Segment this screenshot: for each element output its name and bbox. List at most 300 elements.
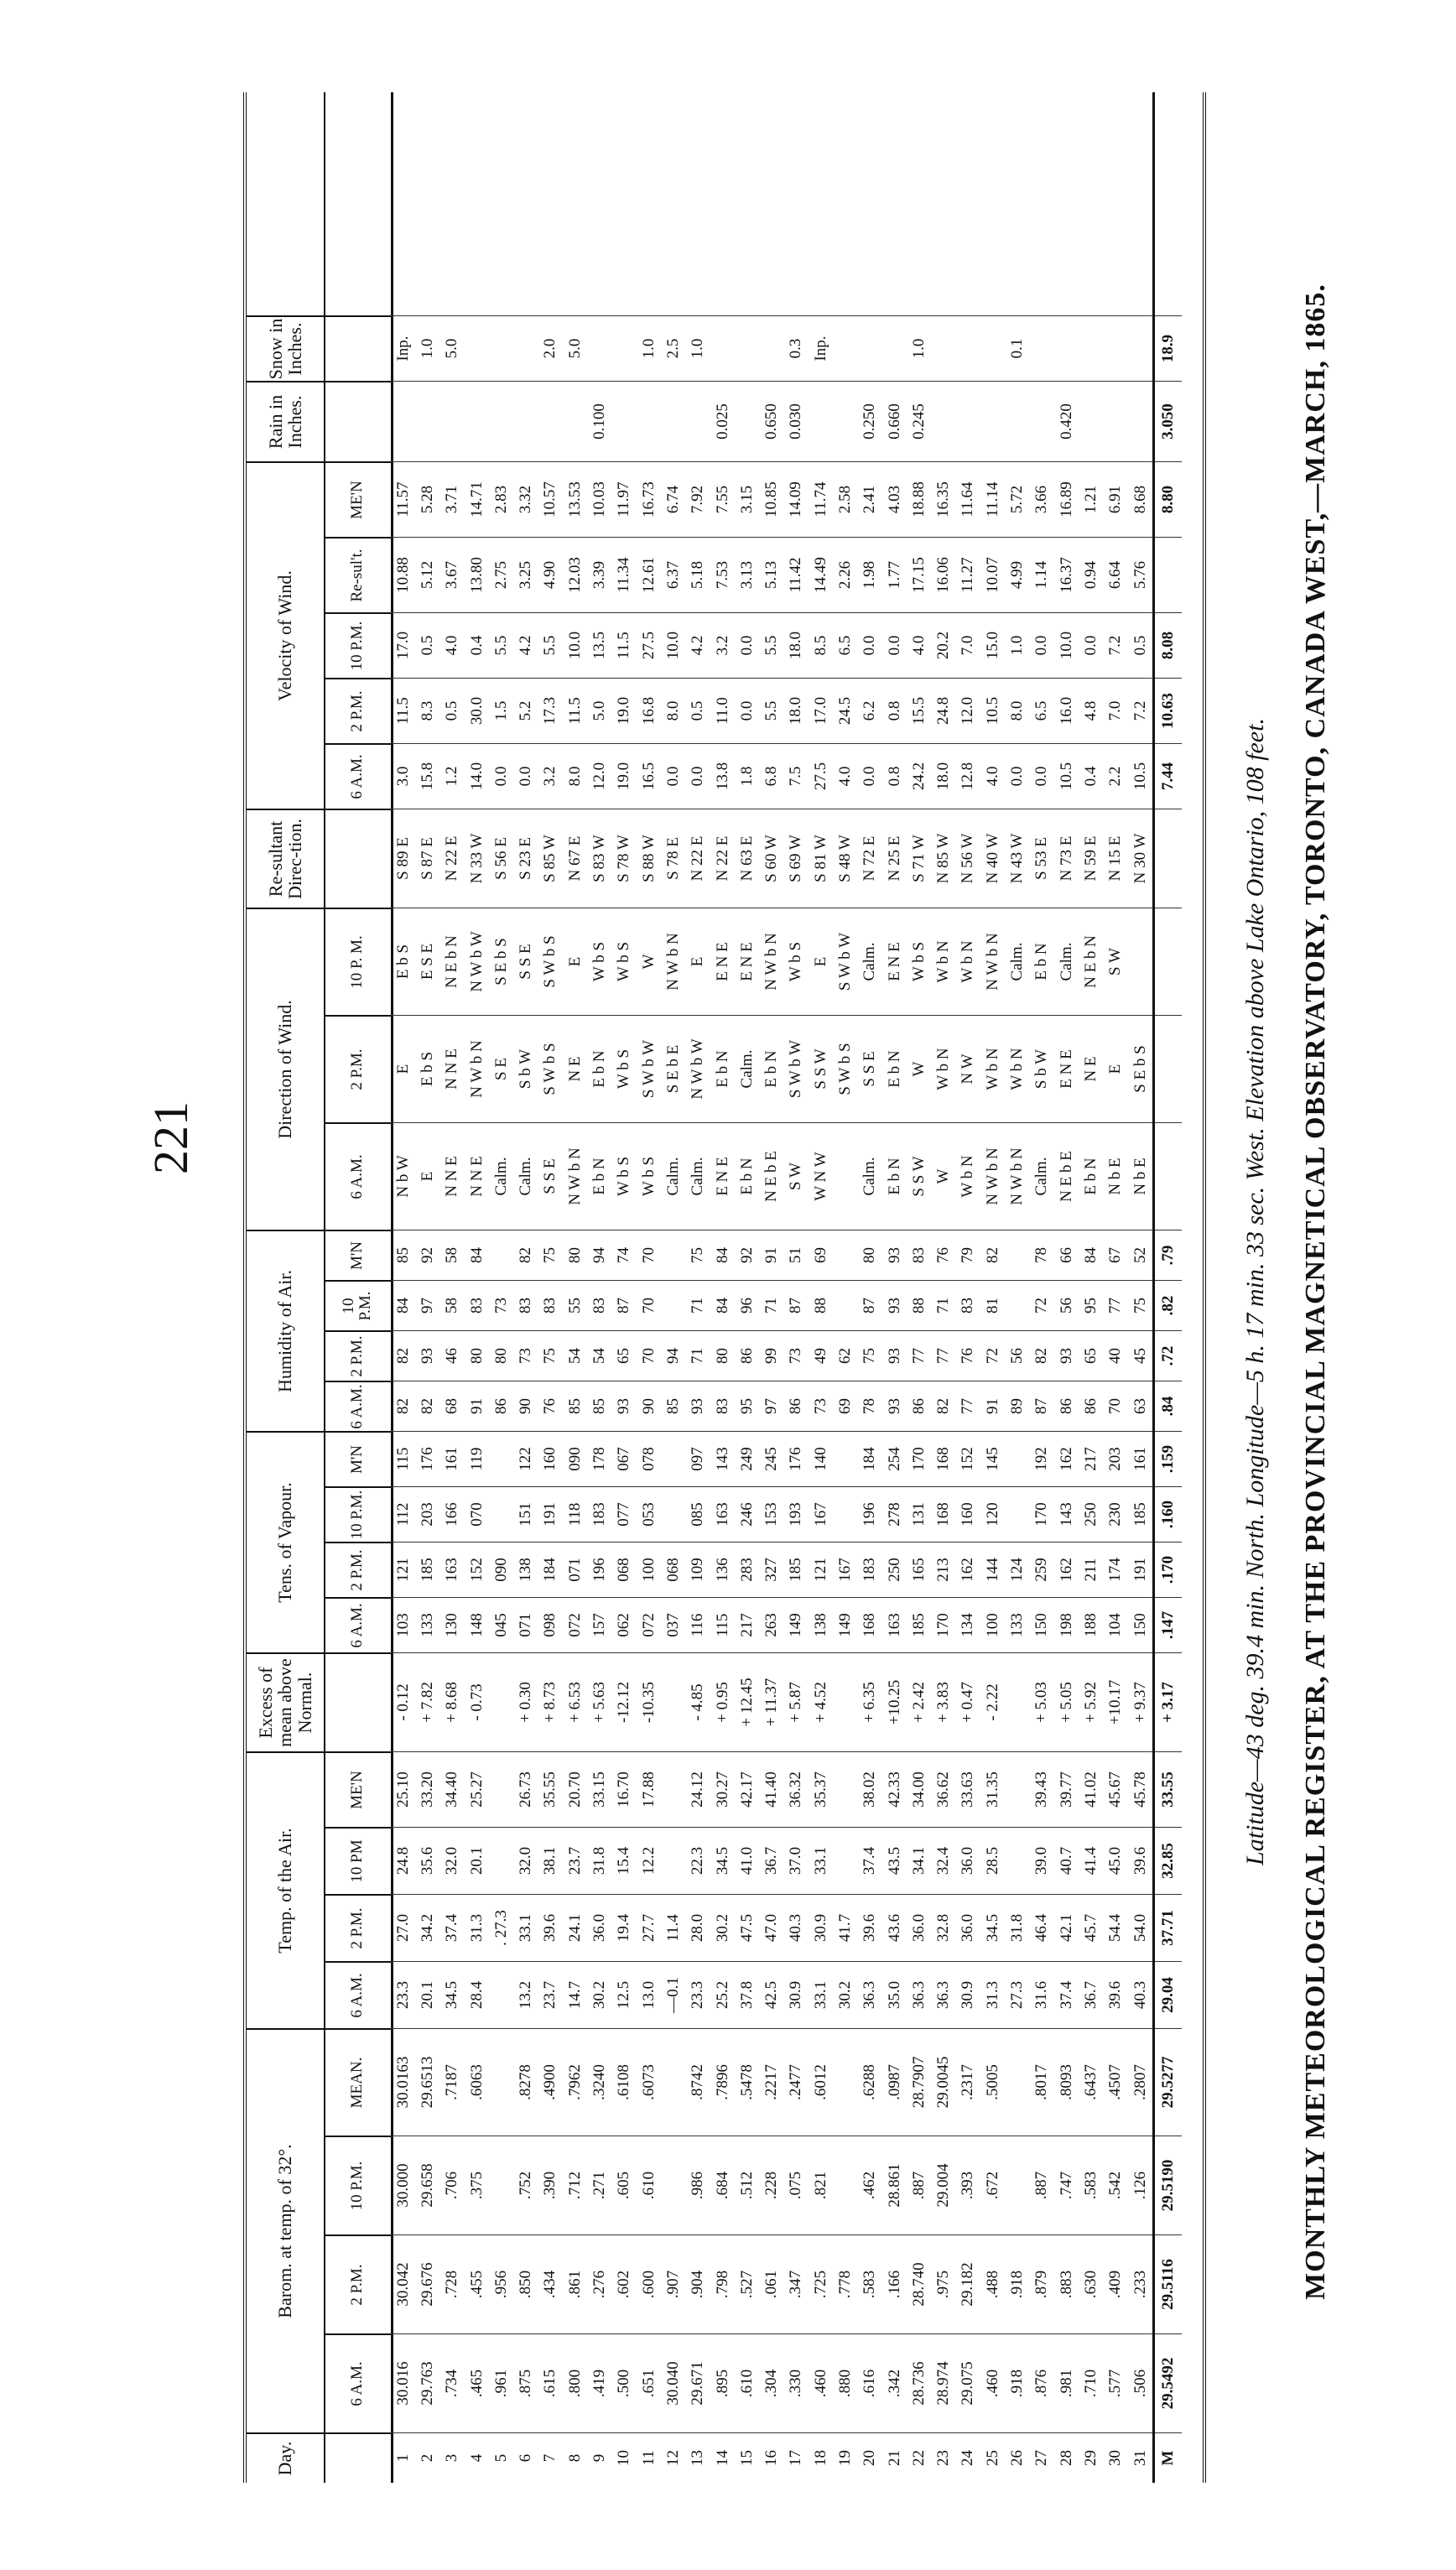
table-cell: 76 (956, 1330, 980, 1381)
table-cell: 0.0 (858, 743, 882, 809)
table-cell: E N E (710, 1122, 735, 1230)
table-cell: 86 (489, 1381, 513, 1431)
table-cell: 4.0 (907, 612, 931, 678)
table-cell: 16.89 (1054, 461, 1079, 537)
table-cell: 30.9 (784, 1961, 809, 2028)
table-cell: 13.0 (637, 1961, 661, 2028)
table-cell: 100 (980, 1597, 1005, 1652)
table-cell: 5.5 (538, 612, 563, 678)
table-cell: 11.74 (809, 461, 833, 537)
table-cell: W b N (980, 1015, 1005, 1122)
table-cell: 124 (1005, 1542, 1029, 1597)
table-cell: 41.4 (1079, 1827, 1103, 1894)
table-cell: S 78 W (612, 809, 637, 908)
table-cell: 78 (858, 1381, 882, 1431)
column-subheader-11: 2 P.M. (324, 1542, 391, 1597)
table-cell: .409 (1104, 2234, 1128, 2333)
table-cell: .918 (1005, 2333, 1029, 2432)
column-subheader-7: 10 PM (324, 1827, 391, 1894)
table-cell: 87 (1030, 1381, 1054, 1431)
table-cell: .2477 (784, 2028, 809, 2136)
table-row (1005, 92, 1029, 2483)
table-cell: 11.97 (612, 461, 637, 537)
table-cell: + 5.87 (784, 1652, 809, 1751)
table-cell: 188 (1079, 1597, 1103, 1652)
table-cell: 3 (440, 2432, 465, 2483)
table-cell: 81 (980, 1280, 1005, 1330)
table-cell: 0.0 (882, 612, 907, 678)
table-cell: S S E (513, 908, 538, 1015)
table-cell: + 4.52 (809, 1652, 833, 1751)
table-cell: .956 (489, 2234, 513, 2333)
table-row (440, 92, 465, 2483)
table-cell: .610 (735, 2333, 759, 2432)
table-cell: 144 (980, 1542, 1005, 1597)
table-cell (833, 1230, 857, 1280)
table-cell: .460 (980, 2333, 1005, 2432)
table-row (1128, 92, 1152, 2483)
table-cell: 162 (956, 1542, 980, 1597)
table-cell: .0987 (882, 2028, 907, 2136)
table-cell: 0.100 (587, 381, 611, 461)
table-cell (489, 315, 513, 381)
table-cell: 24.8 (932, 678, 956, 743)
table-cell: 85 (661, 1381, 685, 1431)
table-cell (612, 381, 637, 461)
table-cell: 19.0 (612, 743, 637, 809)
table-cell: 91 (465, 1381, 489, 1431)
table-cell: 35.55 (538, 1751, 563, 1827)
table-cell: + 6.35 (858, 1652, 882, 1751)
table-cell: 33.63 (956, 1751, 980, 1827)
table-cell: 157 (587, 1597, 611, 1652)
table-cell: 085 (686, 1486, 710, 1542)
table-cell: 067 (612, 1431, 637, 1486)
table-row (391, 92, 415, 2483)
table-cell: 17.3 (538, 678, 563, 743)
table-cell: 22 (907, 2432, 931, 2483)
table-cell: 82 (932, 1381, 956, 1431)
table-cell: - 4.85 (686, 1652, 710, 1751)
table-cell: 20.2 (932, 612, 956, 678)
table-cell (1005, 2136, 1029, 2234)
table-cell: 79 (956, 1230, 980, 1280)
group-header-5: Humidity of Air. (247, 1230, 324, 1431)
table-cell: . 27.3 (489, 1894, 513, 1961)
table-cell: 29.763 (415, 2333, 439, 2432)
table-cell: S 69 W (784, 809, 809, 908)
table-cell: E b N (735, 1122, 759, 1230)
table-cell: 1.14 (1030, 537, 1054, 612)
table-cell: 131 (907, 1486, 931, 1542)
table-cell: + 8.68 (440, 1652, 465, 1751)
table-cell: 24.2 (907, 743, 931, 809)
table-cell: 0.0 (735, 678, 759, 743)
table-cell: + 3.17 (1155, 1652, 1182, 1751)
table-cell (489, 1431, 513, 1486)
table-cell (858, 315, 882, 381)
table-cell: 82 (391, 1381, 415, 1431)
table-cell: 39.77 (1054, 1751, 1079, 1827)
table-cell: .861 (563, 2234, 587, 2333)
table-cell: + 5.05 (1054, 1652, 1079, 1751)
table-cell: 254 (882, 1431, 907, 1486)
table-cell: E N E (710, 908, 735, 1015)
table-cell: 80 (710, 1330, 735, 1381)
table-cell: 14.49 (809, 537, 833, 612)
table-cell: 75 (538, 1330, 563, 1381)
table-cell: .330 (784, 2333, 809, 2432)
table-cell: 90 (513, 1381, 538, 1431)
column-subheader-17: M'N (324, 1230, 391, 1280)
table-cell: 2.58 (833, 461, 857, 537)
table-cell: 16.8 (637, 678, 661, 743)
table-row (415, 92, 439, 2483)
table-cell: 178 (587, 1431, 611, 1486)
table-cell: 250 (882, 1542, 907, 1597)
table-cell: 83 (513, 1280, 538, 1330)
table-cell: E b N (710, 1015, 735, 1122)
table-cell: 4 (465, 2432, 489, 2483)
table-cell: 12.2 (637, 1827, 661, 1894)
table-subheader-row (324, 92, 393, 2483)
table-cell: 30.016 (391, 2333, 415, 2432)
table-cell: 86 (735, 1330, 759, 1381)
table-cell: 0.3 (784, 315, 809, 381)
table-cell: 15.0 (980, 612, 1005, 678)
table-cell: .6063 (465, 2028, 489, 2136)
table-cell: 76 (932, 1230, 956, 1280)
table-cell: W (932, 1122, 956, 1230)
table-cell: 92 (735, 1230, 759, 1280)
table-cell: + 5.92 (1079, 1652, 1103, 1751)
table-cell: 10.57 (538, 461, 563, 537)
table-cell: + 9.37 (1128, 1652, 1152, 1751)
table-cell: 28.861 (882, 2136, 907, 2234)
table-cell: 7.92 (686, 461, 710, 537)
table-cell: 45.78 (1128, 1751, 1152, 1827)
table-cell: 30.2 (833, 1961, 857, 2028)
table-cell: Calm. (686, 1122, 710, 1230)
table-cell: .821 (809, 2136, 833, 2234)
table-cell: 168 (932, 1486, 956, 1542)
table-cell: 161 (440, 1431, 465, 1486)
table-cell: 5.5 (489, 612, 513, 678)
table-cell: .850 (513, 2234, 538, 2333)
table-cell: 211 (1079, 1542, 1103, 1597)
table-cell: 2.5 (661, 315, 685, 381)
table-cell: 119 (465, 1431, 489, 1486)
table-cell: 150 (1030, 1597, 1054, 1652)
table-cell: Calm. (858, 908, 882, 1015)
table-cell: 327 (759, 1542, 783, 1597)
table-cell: W b S (784, 908, 809, 1015)
table-cell: .375 (465, 2136, 489, 2234)
table-cell: Calm. (735, 1015, 759, 1122)
table-row (612, 92, 637, 2483)
table-cell: S W b S (538, 908, 563, 1015)
table-cell: S E b E (661, 1015, 685, 1122)
table-cell: .684 (710, 2136, 735, 2234)
table-cell (735, 381, 759, 461)
table-cell: .304 (759, 2333, 783, 2432)
table-cell: + 0.47 (956, 1652, 980, 1751)
table-cell: +10.17 (1104, 1652, 1128, 1751)
table-cell (980, 381, 1005, 461)
table-cell: 19.0 (612, 678, 637, 743)
table-cell: 40 (1104, 1330, 1128, 1381)
table-cell: 25.10 (391, 1751, 415, 1827)
table-cell: 0.0 (686, 743, 710, 809)
table-cell: N W b W (465, 908, 489, 1015)
table-cell (1005, 1751, 1029, 1827)
table-cell: N W (956, 1015, 980, 1122)
table-cell: 14.0 (465, 743, 489, 809)
table-cell (833, 381, 857, 461)
table-cell: 99 (759, 1330, 783, 1381)
table-cell: 27.3 (1005, 1961, 1029, 2028)
table-cell: 80 (489, 1330, 513, 1381)
table-cell (661, 381, 685, 461)
table-cell: .710 (1079, 2333, 1103, 2432)
table-cell: N W b N (1005, 1122, 1029, 1230)
table-cell: .712 (563, 2136, 587, 2234)
table-cell: 246 (735, 1486, 759, 1542)
table-cell: 4.8 (1079, 678, 1103, 743)
table-cell (1005, 381, 1029, 461)
table-cell (833, 1827, 857, 1894)
table-row (587, 92, 611, 2483)
table-cell: 32.0 (440, 1827, 465, 1894)
column-subheader-9 (324, 1652, 391, 1751)
table-cell: 8.08 (1155, 612, 1182, 678)
group-header-3: Excess of mean above Normal. (247, 1652, 324, 1751)
table-cell: 73 (784, 1330, 809, 1381)
table-cell: 93 (686, 1381, 710, 1431)
table-cell: 30.9 (956, 1961, 980, 2028)
table-cell: N N E (440, 1122, 465, 1230)
table-cell: 15.4 (612, 1827, 637, 1894)
table-cell: 34.5 (980, 1894, 1005, 1961)
group-header-4: Tens. of Vapour. (247, 1431, 324, 1652)
table-cell: 34.5 (440, 1961, 465, 2028)
table-cell: .883 (1054, 2234, 1079, 2333)
table-cell: 185 (1128, 1486, 1152, 1542)
table-cell (833, 1751, 857, 1827)
table-cell: 122 (513, 1431, 538, 1486)
table-cell: 4.90 (538, 537, 563, 612)
table-cell: 45.7 (1079, 1894, 1103, 1961)
table-body (391, 92, 1203, 2483)
table-cell: 10.0 (563, 612, 587, 678)
location-subtitle: Latitude—43 deg. 39.4 min. North. Longitude—5 h. 17 min. 33 sec. West. Elevation above Lake Ontario, 108 feet. (1241, 718, 1269, 1865)
table-cell: E b S (415, 1015, 439, 1122)
table-cell: 1 (391, 2432, 415, 2483)
table-cell: 96 (735, 1280, 759, 1330)
table-cell: 45.67 (1104, 1751, 1128, 1827)
table-row (489, 92, 513, 2483)
table-cell: 12.5 (612, 1961, 637, 2028)
table-cell: 39.6 (538, 1894, 563, 1961)
table-cell: N W b N (661, 908, 685, 1015)
table-cell: .465 (465, 2333, 489, 2432)
table-cell: 41.0 (735, 1827, 759, 1894)
table-cell: 174 (1104, 1542, 1128, 1597)
column-subheader-22: 6 A.M. (324, 743, 391, 809)
table-cell: 68 (440, 1381, 465, 1431)
table-cell: 94 (661, 1330, 685, 1381)
table-cell: 5.0 (563, 315, 587, 381)
table-cell: 160 (538, 1431, 563, 1486)
table-cell: 56 (1005, 1330, 1029, 1381)
table-cell: 39.6 (858, 1894, 882, 1961)
table-cell: 87 (784, 1280, 809, 1330)
table-row (858, 92, 882, 2483)
table-cell: 46 (440, 1330, 465, 1381)
table-cell: 068 (612, 1542, 637, 1597)
table-cell: .342 (882, 2333, 907, 2432)
table-cell: E (686, 908, 710, 1015)
table-cell: 163 (710, 1486, 735, 1542)
table-cell: 138 (513, 1542, 538, 1597)
table-cell: 32.85 (1155, 1827, 1182, 1894)
table-cell: .5005 (980, 2028, 1005, 2136)
table-cell: 47.5 (735, 1894, 759, 1961)
table-cell: .170 (1155, 1542, 1182, 1597)
table-cell: .159 (1155, 1431, 1182, 1486)
table-cell: 30.0 (465, 678, 489, 743)
table-cell: 32.8 (932, 1894, 956, 1961)
table-cell: 75 (538, 1230, 563, 1280)
column-subheader-25: Re-sul't. (324, 537, 391, 612)
group-header-8: Velocity of Wind. (247, 461, 324, 809)
table-cell: 0.5 (686, 678, 710, 743)
table-cell (1155, 1015, 1182, 1122)
table-cell: 153 (759, 1486, 783, 1542)
column-subheader-12: 10 P.M. (324, 1486, 391, 1542)
table-cell (661, 1280, 685, 1330)
table-cell: 23.7 (538, 1961, 563, 2028)
table-cell: .583 (858, 2234, 882, 2333)
column-subheader-5: 6 A.M. (324, 1961, 391, 2028)
table-cell: 86 (1079, 1381, 1103, 1431)
table-cell: + 12.45 (735, 1652, 759, 1751)
table-cell: S S E (538, 1122, 563, 1230)
table-cell: N 15 E (1104, 809, 1128, 908)
table-cell (1005, 1230, 1029, 1280)
table-cell: 65 (612, 1330, 637, 1381)
table-cell: 93 (612, 1381, 637, 1431)
table-cell: N b E (1104, 1122, 1128, 1230)
table-cell: 11.5 (563, 678, 587, 743)
table-cell: 071 (563, 1542, 587, 1597)
table-cell: 65 (1079, 1330, 1103, 1381)
table-cell: 0.245 (907, 381, 931, 461)
table-cell: 5.28 (415, 461, 439, 537)
table-cell: S 83 W (587, 809, 611, 908)
table-cell: 33.1 (809, 1827, 833, 1894)
table-cell: W b S (587, 908, 611, 1015)
table-cell: 10.85 (759, 461, 783, 537)
table-cell (1005, 1280, 1029, 1330)
table-cell: 283 (735, 1542, 759, 1597)
table-cell: 5.0 (587, 678, 611, 743)
column-subheader-28 (324, 315, 391, 381)
table-cell: M (1155, 2432, 1182, 2483)
table-row (759, 92, 783, 2483)
table-cell: 160 (956, 1486, 980, 1542)
table-cell: 30.000 (391, 2136, 415, 2234)
table-cell: 4.0 (980, 743, 1005, 809)
table-cell: + 5.03 (1030, 1652, 1054, 1751)
table-cell: S S E (858, 1015, 882, 1122)
table-cell (932, 381, 956, 461)
table-cell: 170 (932, 1597, 956, 1652)
table-cell: S S W (907, 1122, 931, 1230)
table-cell: 67 (1104, 1230, 1128, 1280)
table-cell: .630 (1079, 2234, 1103, 2333)
table-cell (661, 1486, 685, 1542)
table-cell: .747 (1054, 2136, 1079, 2234)
table-cell: 66 (1054, 1230, 1079, 1280)
table-cell: 93 (1054, 1330, 1079, 1381)
table-cell: 8.3 (415, 678, 439, 743)
table-cell: + 2.42 (907, 1652, 931, 1751)
table-cell: 43.5 (882, 1827, 907, 1894)
column-subheader-2: 2 P.M. (324, 2234, 391, 2333)
table-cell: 0.0 (1030, 612, 1054, 678)
table-cell: S 89 E (391, 809, 415, 908)
table-cell: .542 (1104, 2136, 1128, 2234)
table-cell: 11 (637, 2432, 661, 2483)
table-cell: .126 (1128, 2136, 1152, 2234)
table-cell: 32.0 (513, 1827, 538, 1894)
table-cell: 28.4 (465, 1961, 489, 2028)
table-cell: 28.974 (932, 2333, 956, 2432)
table-cell: 39.6 (1128, 1827, 1152, 1894)
table-cell: 36.3 (858, 1961, 882, 2028)
table-row (735, 92, 759, 2483)
table-cell: 80 (465, 1330, 489, 1381)
table-cell: 7.5 (784, 743, 809, 809)
table-cell (489, 1961, 513, 2028)
table-cell: 86 (1054, 1381, 1079, 1431)
table-cell: N 59 E (1079, 809, 1103, 908)
table-cell: 3.13 (735, 537, 759, 612)
table-cell: .907 (661, 2234, 685, 2333)
table-cell (661, 1230, 685, 1280)
table-cell: N b W (391, 1122, 415, 1230)
table-cell: 36.0 (956, 1827, 980, 1894)
table-cell: 83 (587, 1280, 611, 1330)
table-cell: 10.0 (1054, 612, 1079, 678)
table-cell: .6012 (809, 2028, 833, 2136)
table-cell: 196 (587, 1542, 611, 1597)
table-cell: .6108 (612, 2028, 637, 2136)
table-cell: .419 (587, 2333, 611, 2432)
table-cell: 16.73 (637, 461, 661, 537)
table-cell: 13.80 (465, 537, 489, 612)
table-cell: 83 (538, 1280, 563, 1330)
table-cell: 31.3 (465, 1894, 489, 1961)
table-cell: 230 (1104, 1486, 1128, 1542)
table-cell: 21 (882, 2432, 907, 2483)
table-cell: 28.740 (907, 2234, 931, 2333)
table-cell: 4.2 (686, 612, 710, 678)
table-cell: .8017 (1030, 2028, 1054, 2136)
table-cell: 52 (1128, 1230, 1152, 1280)
table-cell (1005, 1431, 1029, 1486)
